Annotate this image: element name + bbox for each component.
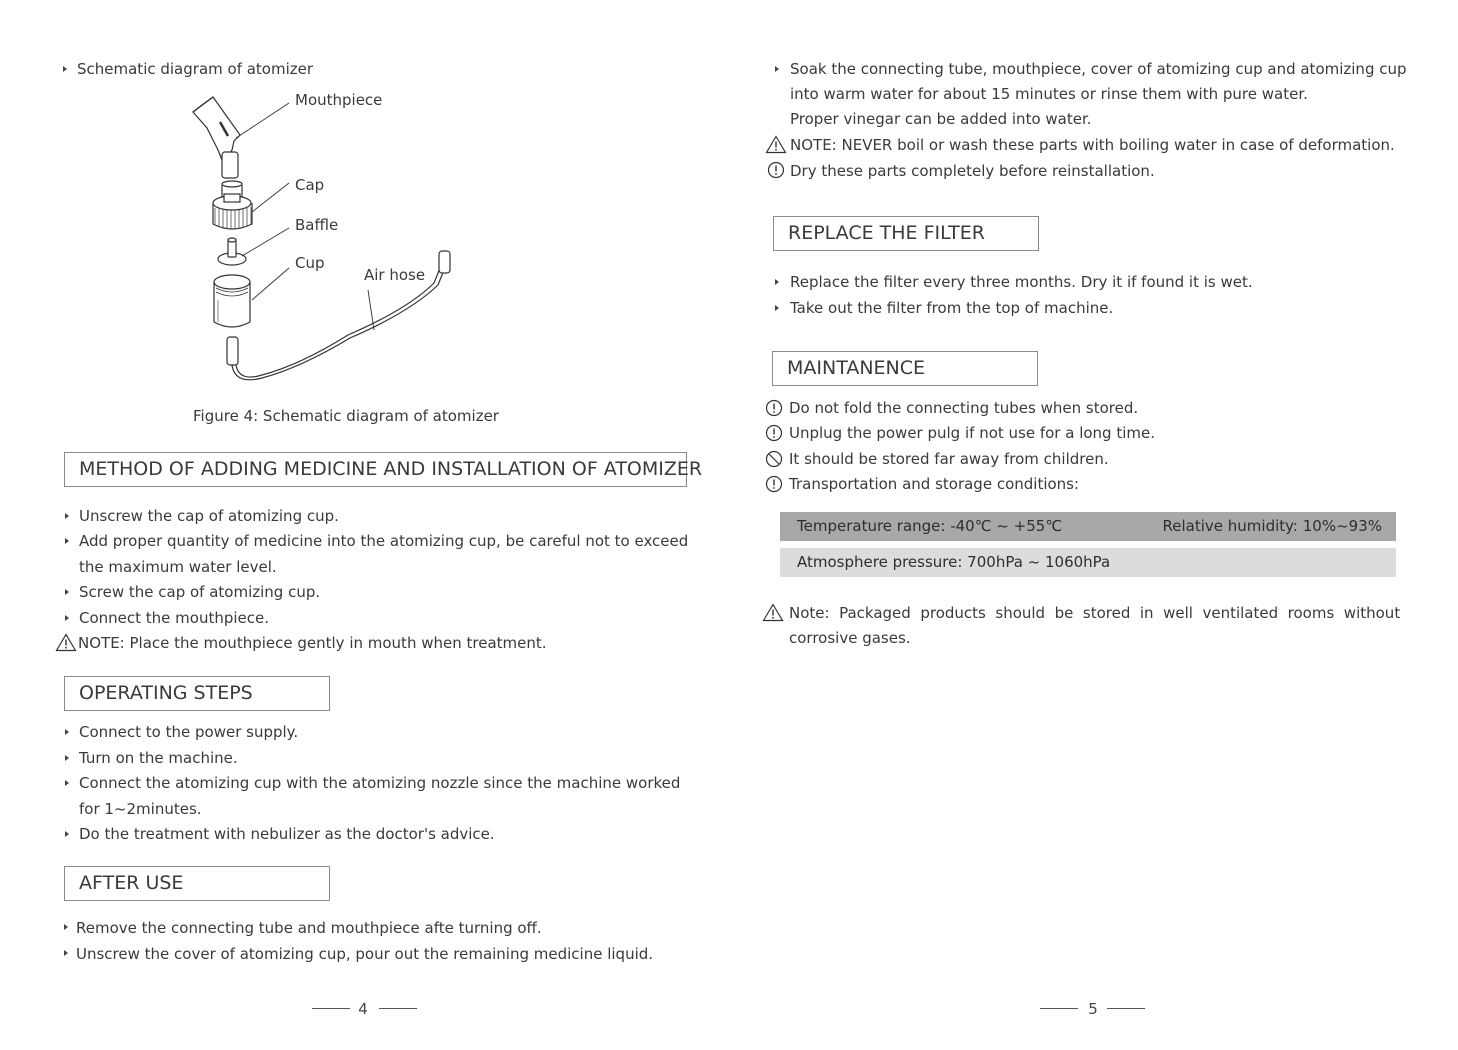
soak-warning: NOTE: NEVER boil or wash these parts with boiling water in case of deformation.	[790, 136, 1395, 154]
bullet-icon	[65, 831, 69, 837]
label-mouthpiece: Mouthpiece	[295, 91, 383, 109]
method-item-continued: the maximum water level.	[79, 558, 277, 576]
figure-caption: Figure 4: Schematic diagram of atomizer	[193, 407, 499, 425]
method-item: Connect the mouthpiece.	[79, 609, 270, 627]
operating-section-title: OPERATING STEPS	[64, 676, 330, 711]
bullet-icon	[775, 305, 779, 311]
operating-item: Do the treatment with nebulizer as the doctor's advice.	[79, 825, 495, 843]
baffle-part	[218, 238, 246, 265]
page-footer-rule	[1107, 1008, 1145, 1009]
bullet-icon	[775, 279, 779, 285]
soak-caution: Dry these parts completely before reinstallation.	[790, 162, 1155, 180]
page-number: 5	[1088, 1000, 1098, 1018]
label-cap: Cap	[295, 176, 325, 194]
method-item: Screw the cap of atomizing cup.	[79, 583, 321, 601]
page-footer-rule	[379, 1008, 417, 1009]
warning-triangle-icon	[765, 135, 787, 154]
label-baffle: Baffle	[295, 216, 339, 234]
bullet-icon	[65, 755, 69, 761]
caution-circle-icon	[765, 399, 783, 417]
cap-part	[213, 181, 252, 229]
atomizer-diagram	[180, 88, 480, 393]
filter-item: Take out the filter from the top of machine.	[790, 299, 1114, 317]
bullet-icon	[65, 589, 69, 595]
bullet-icon	[65, 729, 69, 735]
filter-item: Replace the filter every three months. Dry it if found it is wet.	[790, 273, 1253, 291]
storage-note-continued: corrosive gases.	[789, 629, 911, 647]
maintenance-item: Do not fold the connecting tubes when stored.	[789, 399, 1139, 417]
temperature-range: Temperature range: -40℃ ~ +55℃	[797, 517, 1063, 535]
operating-item: Connect to the power supply.	[79, 723, 299, 741]
method-item: Unscrew the cap of atomizing cup.	[79, 507, 339, 525]
bullet-icon	[65, 538, 69, 544]
maintenance-item: Transportation and storage conditions:	[789, 475, 1080, 493]
maintenance-item: Unplug the power pulg if not use for a long time.	[789, 424, 1155, 442]
method-note: NOTE: Place the mouthpiece gently in mouth when treatment.	[78, 634, 547, 652]
relative-humidity: Relative humidity: 10%~93%	[1162, 517, 1382, 535]
bullet-icon	[64, 924, 68, 930]
bullet-icon	[64, 950, 68, 956]
cup-part	[214, 275, 250, 327]
caution-circle-icon	[767, 161, 785, 179]
atmosphere-pressure: Atmosphere pressure: 700hPa ~ 1060hPa	[797, 553, 1111, 571]
operating-item: Turn on the machine.	[79, 749, 238, 767]
schematic-heading: Schematic diagram of atomizer	[77, 60, 314, 78]
soak-line: into warm water for about 15 minutes or rinse them with pure water.	[790, 85, 1308, 103]
operating-item: Connect the atomizing cup with the atomizing nozzle since the machine worked	[79, 774, 681, 792]
bullet-icon	[65, 780, 69, 786]
soak-line: Proper vinegar can be added into water.	[790, 110, 1092, 128]
maintenance-section-title: MAINTANENCE	[772, 351, 1038, 386]
label-cup: Cup	[295, 254, 325, 272]
filter-section-title: REPLACE THE FILTER	[773, 216, 1039, 251]
method-section-title: METHOD OF ADDING MEDICINE AND INSTALLATION OF ATOMIZER	[64, 452, 687, 487]
caution-circle-icon	[765, 475, 783, 493]
bullet-icon	[65, 513, 69, 519]
warning-triangle-icon	[762, 603, 784, 622]
prohibited-circle-icon	[765, 450, 783, 468]
method-item: Add proper quantity of medicine into the atomizing cup, be careful not to exceed	[79, 532, 689, 550]
after-use-item: Remove the connecting tube and mouthpiece afte turning off.	[76, 919, 542, 937]
bullet-icon	[775, 66, 779, 72]
page-footer-rule	[1040, 1008, 1078, 1009]
operating-item-continued: for 1~2minutes.	[79, 800, 202, 818]
warning-triangle-icon	[55, 633, 77, 652]
after-use-item: Unscrew the cover of atomizing cup, pour out the remaining medicine liquid.	[76, 945, 654, 963]
label-air-hose: Air hose	[364, 266, 426, 284]
bullet-icon	[63, 66, 67, 72]
soak-line: Soak the connecting tube, mouthpiece, cover of atomizing cup and atomizing cup	[790, 60, 1407, 78]
bullet-icon	[65, 615, 69, 621]
storage-note: Note: Packaged products should be stored in well ventilated rooms without	[789, 604, 1401, 622]
after-use-section-title: AFTER USE	[64, 866, 330, 901]
maintenance-item: It should be stored far away from children.	[789, 450, 1109, 468]
caution-circle-icon	[765, 424, 783, 442]
page-footer-rule	[312, 1008, 350, 1009]
page-number: 4	[358, 1000, 368, 1018]
